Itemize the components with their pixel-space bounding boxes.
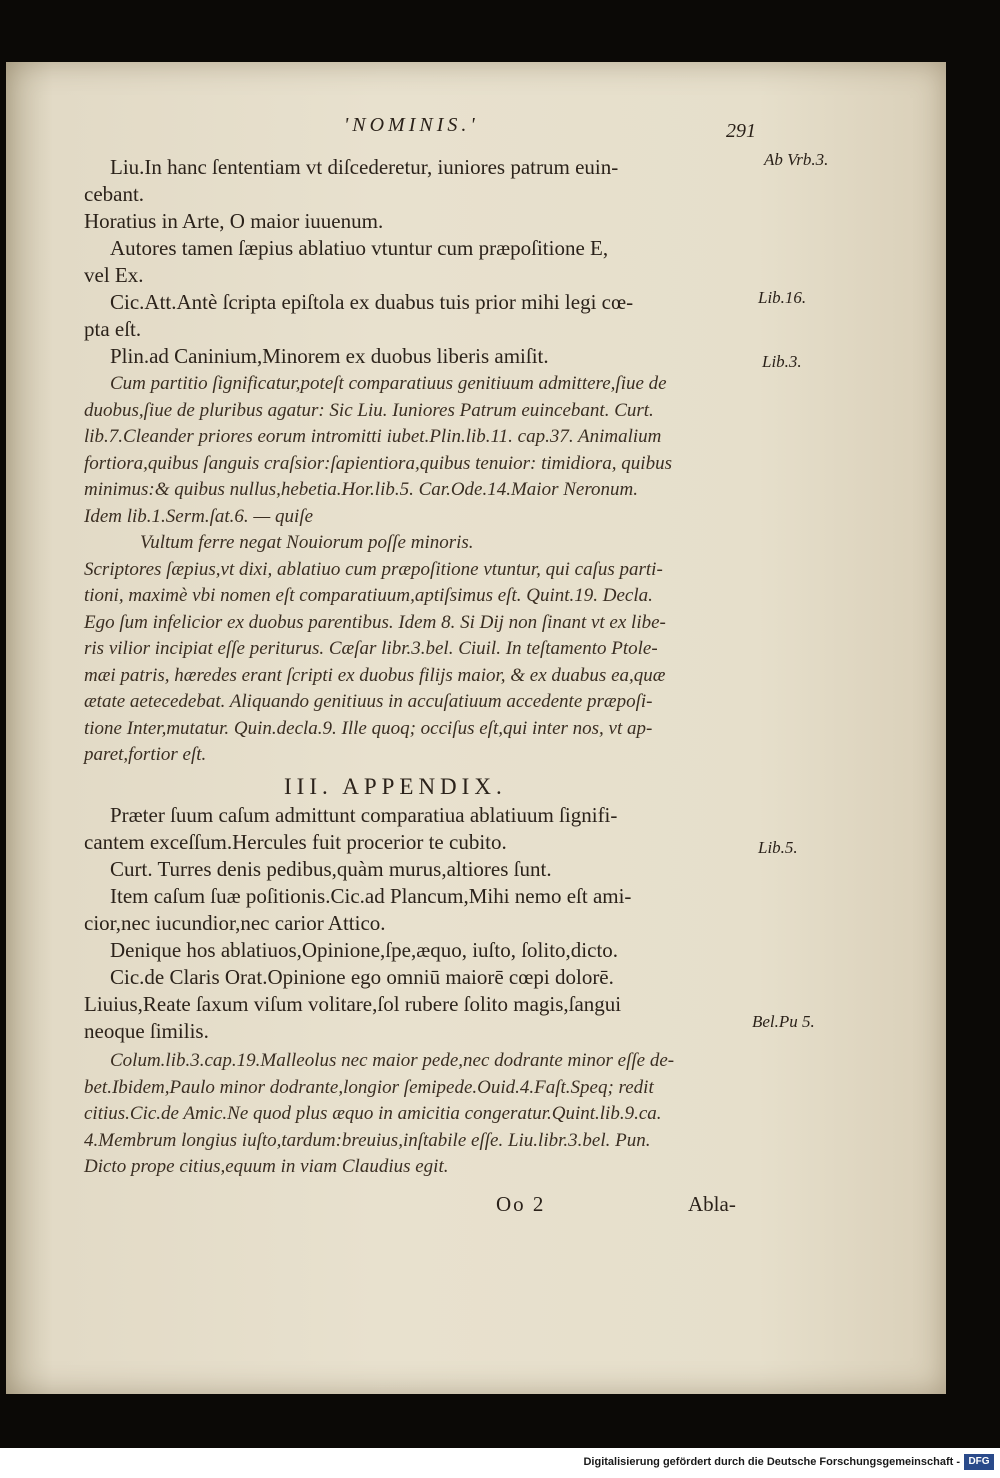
book-page [6, 62, 946, 1394]
text-line: paret,fortior eſt. [84, 744, 207, 765]
margin-note: Ab Vrb.3. [764, 150, 829, 169]
text-line: Scriptores ſæpius,vt dixi, ablatiuo cum præpoſitione vtuntur, qui caſus parti- [84, 558, 663, 580]
margin-note: Lib.3. [762, 352, 802, 371]
text-line: citius.Cic.de Amic.Ne quod plus æquo in amicitia congeratur.Quint.lib.9.ca. [84, 1103, 662, 1124]
text-line: ætate aetecedebat. Aliquando genitiuus in accuſatiuum accedente præpoſi- [84, 691, 653, 712]
text-line: Dicto prope citius,equum in viam Claudius egit. [84, 1156, 449, 1177]
text-line: Curt. Turres denis pedibus,quàm murus,altiores ſunt. [110, 857, 552, 881]
text-line: ris vilior incipiat eſſe periturus. Cæſar libr.3.bel. Ciuil. In teſtamento Ptole- [84, 638, 658, 659]
text-line: Plin.ad Caninium,Minorem ex duobus liberis amiſit. [110, 344, 549, 368]
section-heading: III. APPENDIX. [284, 774, 507, 799]
text-line: tioni, maximè vbi nomen eſt comparatiuum,aptiſsimus eſt. Quint.19. Decla. [84, 585, 653, 606]
catchword: Abla- [688, 1192, 736, 1216]
dfg-logo: DFG [964, 1454, 994, 1470]
text-line: Denique hos ablatiuos,Opinione,ſpe,æquo, iuſto, ſolito,dicto. [110, 938, 619, 962]
text-line: Autores tamen ſæpius ablatiuo vtuntur cum præpoſitione E, [110, 236, 609, 260]
text-line: 4.Membrum longius iuſto,tardum:breuius,inſtabile eſſe. Liu.libr.3.bel. Pun. [84, 1129, 651, 1151]
margin-note: Lib.5. [758, 838, 798, 857]
text-line: neoque ſimilis. [84, 1019, 209, 1043]
text-line: bet.Ibidem,Paulo minor dodrante,longior ſemipede.Ouid.4.Faſt.Speq; redit [84, 1076, 654, 1098]
margin-note: Bel.Pu 5. [752, 1012, 815, 1031]
text-line: Horatius in Arte, O maior iuuenum. [84, 209, 384, 233]
text-line: Ego ſum infelicior ex duobus parentibus. Idem 8. Si Dij non ſinant vt ex libe- [84, 611, 666, 633]
text-line: Idem lib.1.Serm.ſat.6. — quiſe [84, 505, 314, 527]
text-line: vel Ex. [84, 263, 144, 287]
margin-note: Lib.16. [758, 288, 807, 307]
page-number: 291 [726, 120, 756, 142]
text-line: lib.7.Cleander priores eorum intromitti iubet.Plin.lib.11. cap.37. Animalium [84, 426, 662, 447]
text-line: cebant. [84, 182, 145, 206]
text-line: Cic.Att.Antè ſcripta epiſtola ex duabus tuis prior mihi legi cœ- [110, 290, 634, 314]
text-line: cior,nec iucundior,nec carior Attico. [84, 911, 386, 935]
signature-mark: Oo 2 [496, 1192, 546, 1216]
text-line: tione Inter,mutatur. Quin.decla.9. Ille quoq; occiſus eſt,qui inter nos, vt ap- [84, 717, 653, 739]
text-line: cantem exceſſum.Hercules fuit procerior te cubito. [84, 830, 507, 854]
text-line: Liu.In hanc ſententiam vt diſcederetur, iuniores patrum euin- [110, 155, 619, 179]
text-line: Vultum ferre negat Nouiorum poſſe minoris. [140, 532, 474, 553]
footer-credit: Digitalisierung gefördert durch die Deutsche Forschungsgemeinschaft - [583, 1456, 960, 1468]
text-line: Liuius,Reate ſaxum viſum volitare,ſol rubere ſolito magis,ſangui [84, 992, 622, 1016]
running-header: 'NOMINIS.' [344, 114, 479, 136]
text-line: pta eſt. [84, 317, 142, 341]
text-line: Præter ſuum caſum admittunt comparatiua ablatiuum ſignifi- [110, 803, 618, 827]
text-line: Cum partitio ſignificatur,poteſt comparatiuus genitiuum admittere,ſiue de [110, 373, 667, 394]
text-line: Cic.de Claris Orat.Opinione ego omniū maiorē cœpi dolorē. [110, 965, 614, 989]
text-line: Colum.lib.3.cap.19.Malleolus nec maior pede,nec dodrante minor eſſe de- [110, 1050, 675, 1071]
footer-bar [0, 1448, 1000, 1478]
text-line: fortiora,quibus ſanguis craſsior:ſapientiora,quibus tenuior: timidiora, quibus [84, 452, 672, 474]
text-line: minimus:& quibus nullus,hebetia.Hor.lib.5. Car.Ode.14.Maior Neronum. [84, 479, 638, 500]
text-line: mæi patris, hæredes erant ſcripti ex duobus filijs maior, & ex duabus ea,quæ [84, 664, 666, 686]
text-line: duobus,ſiue de pluribus agatur: Sic Liu. Iuniores Patrum euincebant. Curt. [84, 399, 654, 421]
text-line: Item caſum ſuæ poſitionis.Cic.ad Plancum,Mihi nemo eſt ami- [110, 884, 632, 908]
